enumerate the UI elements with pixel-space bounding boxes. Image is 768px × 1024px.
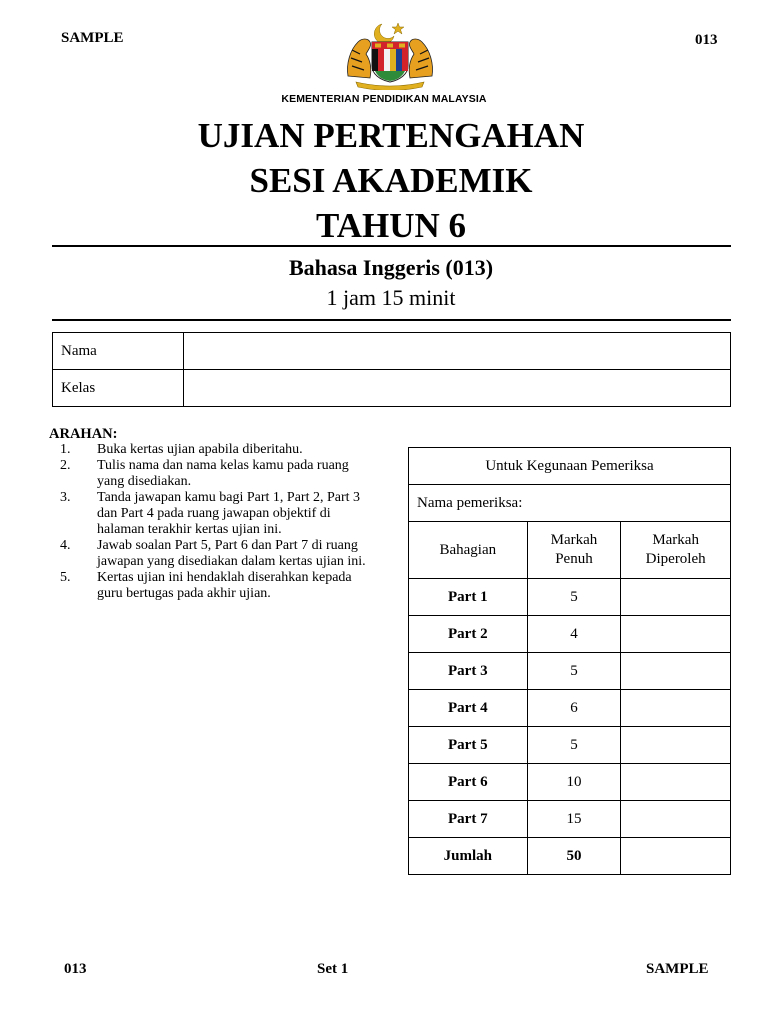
examiner-name-row bbox=[409, 485, 731, 522]
name-label: Nama bbox=[53, 333, 184, 370]
obtained-marks-field[interactable] bbox=[621, 579, 731, 616]
divider-bottom bbox=[52, 319, 731, 321]
obtained-marks-field[interactable] bbox=[621, 690, 731, 727]
part-label: Part 1 bbox=[409, 579, 528, 616]
instruction-number: 4. bbox=[60, 538, 71, 553]
obtained-marks-field[interactable] bbox=[621, 653, 731, 690]
instruction-text: Tulis nama dan nama kelas kamu pada ruang yang disediakan. bbox=[97, 458, 349, 489]
student-identity-table bbox=[52, 332, 731, 407]
obtained-marks-field[interactable] bbox=[621, 727, 731, 764]
col-header-obtained-line-1: Markah bbox=[652, 532, 699, 548]
subject-name: Bahasa Inggeris (013) bbox=[288, 255, 494, 280]
marks-row bbox=[409, 579, 731, 616]
examiner-marks-table bbox=[408, 447, 731, 875]
marks-row bbox=[409, 690, 731, 727]
class-label: Kelas bbox=[53, 370, 184, 407]
full-marks-value: 15 bbox=[527, 801, 621, 838]
full-marks-value: 5 bbox=[527, 727, 621, 764]
marks-row bbox=[409, 616, 731, 653]
total-obtained-field[interactable] bbox=[621, 838, 731, 875]
exam-duration: 1 jam 15 minit bbox=[326, 285, 456, 310]
exam-title-line-1: UJIAN PERTENGAHAN bbox=[197, 116, 585, 155]
instruction-item bbox=[49, 538, 374, 570]
examiner-name-label[interactable]: Nama pemeriksa: bbox=[409, 485, 731, 522]
col-header-obtained-line-2: Diperoleh bbox=[645, 551, 706, 567]
instruction-item bbox=[49, 442, 374, 458]
instruction-text: Kertas ujian ini hendaklah diserahkan kepada guru bertugas pada akhir ujian. bbox=[97, 570, 352, 601]
malaysia-coat-of-arms-icon bbox=[342, 20, 438, 90]
exam-title-line-3: TAHUN 6 bbox=[315, 206, 467, 245]
col-header-obtained-marks bbox=[621, 522, 731, 579]
instructions bbox=[49, 426, 374, 602]
part-label: Part 2 bbox=[409, 616, 528, 653]
class-field[interactable] bbox=[184, 370, 731, 407]
corner-label-top-left: SAMPLE bbox=[61, 30, 124, 46]
examiner-title: Untuk Kegunaan Pemeriksa bbox=[409, 448, 731, 485]
instruction-text: Tanda jawapan kamu bagi Part 1, Part 2, Part 3 dan Part 4 pada ruang jawapan objektif di halaman terakhir kertas ujian ini. bbox=[97, 490, 361, 537]
obtained-marks-field[interactable] bbox=[621, 616, 731, 653]
marks-row bbox=[409, 727, 731, 764]
class-row bbox=[53, 370, 731, 407]
total-label: Jumlah bbox=[409, 838, 528, 875]
instructions-list bbox=[49, 442, 374, 602]
footer-paper-code: 013 bbox=[64, 961, 87, 977]
ministry-name: KEMENTERIAN PENDIDIKAN MALAYSIA bbox=[281, 93, 487, 105]
instruction-item bbox=[49, 490, 374, 538]
obtained-marks-field[interactable] bbox=[621, 801, 731, 838]
footer-sample-label: SAMPLE bbox=[646, 961, 709, 977]
total-row bbox=[409, 838, 731, 875]
col-header-section: Bahagian bbox=[409, 522, 528, 579]
footer-set-number: Set 1 bbox=[317, 961, 349, 977]
instruction-item bbox=[49, 570, 374, 602]
exam-title-line-2: SESI AKADEMIK bbox=[249, 161, 533, 200]
part-label: Part 3 bbox=[409, 653, 528, 690]
obtained-marks-field[interactable] bbox=[621, 764, 731, 801]
marks-row bbox=[409, 653, 731, 690]
instruction-number: 2. bbox=[60, 458, 71, 473]
part-label: Part 5 bbox=[409, 727, 528, 764]
instruction-number: 5. bbox=[60, 570, 71, 585]
marks-row bbox=[409, 801, 731, 838]
part-label: Part 6 bbox=[409, 764, 528, 801]
col-header-full-line-2: Penuh bbox=[555, 551, 593, 567]
instruction-text: Jawab soalan Part 5, Part 6 dan Part 7 di ruang jawapan yang disediakan dalam kertas ujian ini. bbox=[97, 538, 366, 569]
marks-row bbox=[409, 764, 731, 801]
part-label: Part 4 bbox=[409, 690, 528, 727]
full-marks-value: 5 bbox=[527, 653, 621, 690]
total-full-marks: 50 bbox=[527, 838, 621, 875]
col-header-full-line-1: Markah bbox=[550, 532, 598, 548]
full-marks-value: 5 bbox=[527, 579, 621, 616]
examiner-title-row bbox=[409, 448, 731, 485]
divider-top bbox=[52, 245, 731, 247]
part-label: Part 7 bbox=[409, 801, 528, 838]
paper-code-top-right: 013 bbox=[695, 32, 718, 48]
name-field[interactable] bbox=[184, 333, 731, 370]
instruction-number: 1. bbox=[60, 442, 71, 457]
instructions-heading: ARAHAN: bbox=[49, 426, 118, 442]
instruction-number: 3. bbox=[60, 490, 71, 505]
full-marks-value: 4 bbox=[527, 616, 621, 653]
col-header-full-marks bbox=[527, 522, 621, 579]
full-marks-value: 6 bbox=[527, 690, 621, 727]
marks-header-row bbox=[409, 522, 731, 579]
full-marks-value: 10 bbox=[527, 764, 621, 801]
instruction-item bbox=[49, 458, 374, 490]
instruction-text: Buka kertas ujian apabila diberitahu. bbox=[97, 442, 303, 457]
name-row bbox=[53, 333, 731, 370]
